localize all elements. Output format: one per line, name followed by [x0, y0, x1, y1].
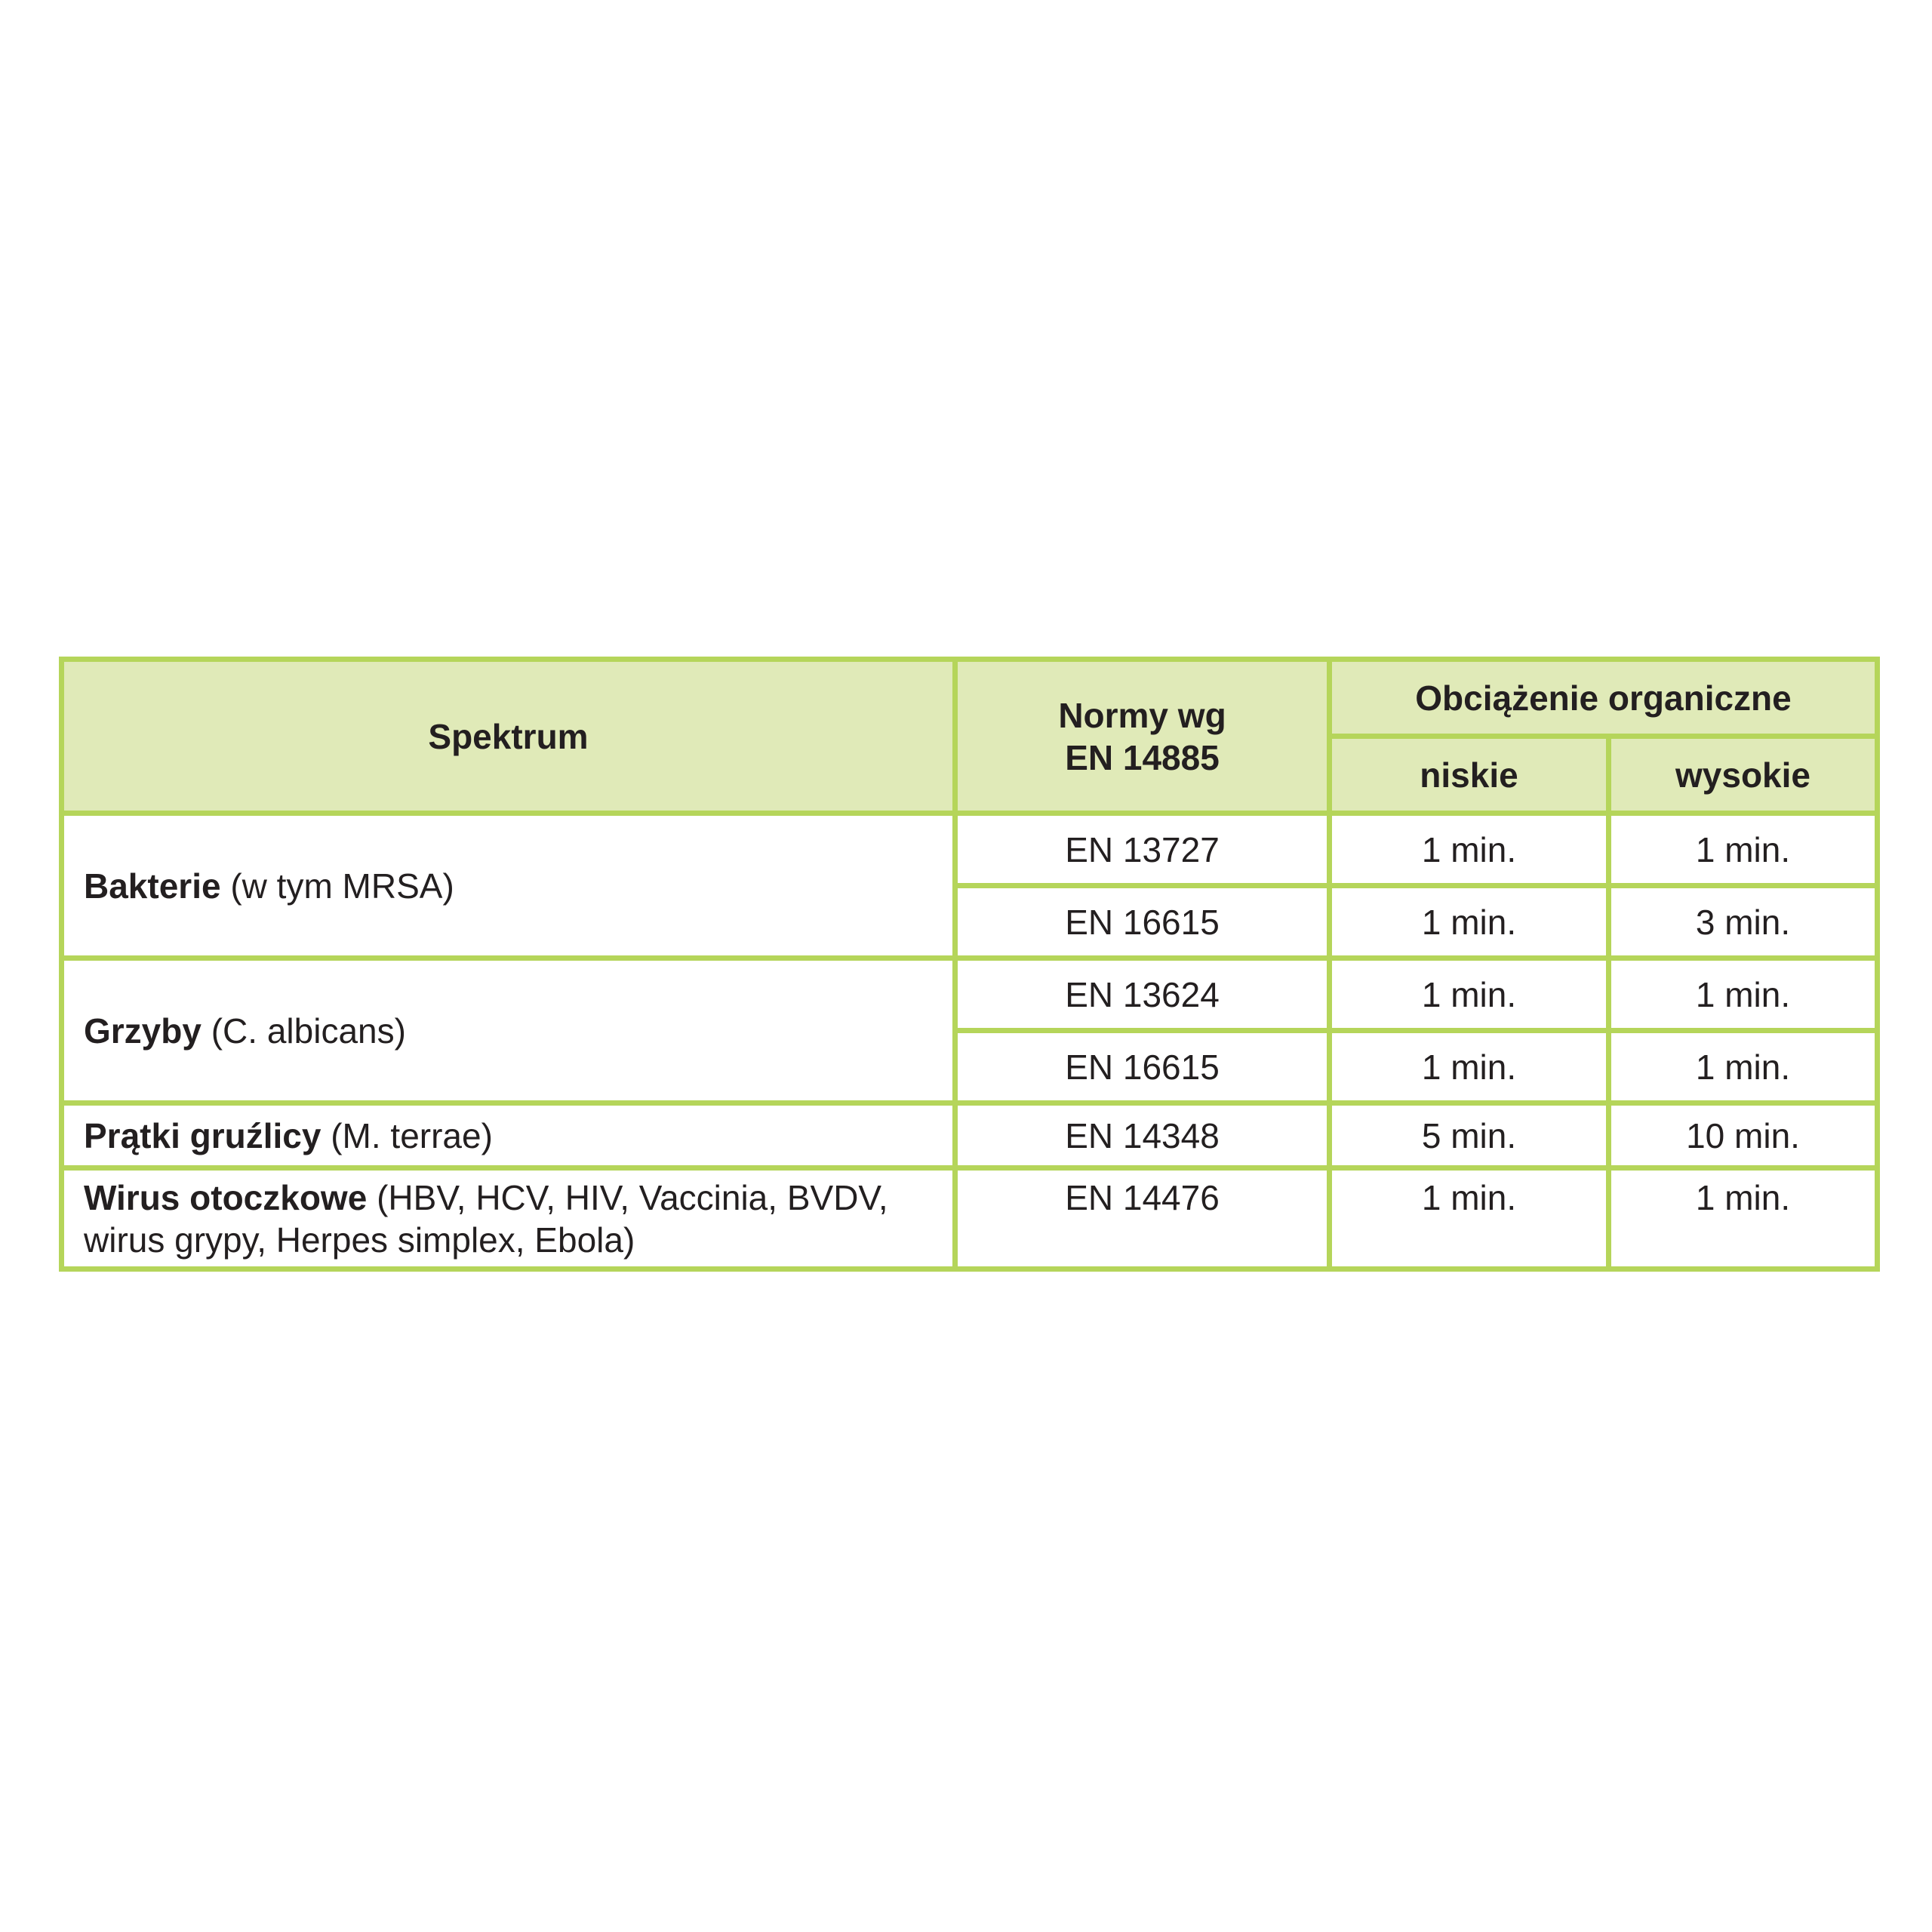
spectrum-detail: (M. terrae) [321, 1115, 493, 1155]
header-normy-line1: Normy wg [1058, 695, 1226, 735]
disinfection-spectrum-table [59, 657, 1880, 1272]
norm-cell: EN 14348 [955, 1103, 1330, 1168]
header-niskie: niskie [1330, 737, 1609, 814]
high-load-cell: 1 min. [1609, 1168, 1878, 1269]
spectrum-cell-wirus [62, 1168, 955, 1269]
spectrum-detail: (C. albicans) [201, 1011, 406, 1051]
table-row [62, 958, 1878, 1031]
header-spektrum: Spektrum [62, 660, 955, 814]
low-load-cell: 5 min. [1330, 1103, 1609, 1168]
header-wysokie: wysokie [1609, 737, 1878, 814]
table-row [62, 814, 1878, 886]
spectrum-cell-bakterie [62, 814, 955, 958]
spectrum-name: Bakterie [84, 866, 221, 906]
high-load-cell: 3 min. [1609, 886, 1878, 958]
low-load-cell: 1 min. [1330, 1168, 1609, 1269]
norm-cell: EN 16615 [955, 886, 1330, 958]
spectrum-name: Wirus otoczkowe [84, 1178, 368, 1217]
spectrum-name: Prątki gruźlicy [84, 1115, 321, 1155]
low-load-cell: 1 min. [1330, 958, 1609, 1031]
norm-cell: EN 13624 [955, 958, 1330, 1031]
spectrum-detail: (HBV, HCV, HIV, Vaccinia, BVDV, wirus grypy, Herpes simplex, Ebola) [84, 1178, 888, 1260]
high-load-cell: 1 min. [1609, 1031, 1878, 1103]
low-load-cell: 1 min. [1330, 886, 1609, 958]
disinfection-spectrum-table-wrapper [59, 657, 1875, 1272]
low-load-cell: 1 min. [1330, 1031, 1609, 1103]
header-normy-line2: EN 14885 [1065, 737, 1220, 777]
high-load-cell: 1 min. [1609, 814, 1878, 886]
norm-cell: EN 16615 [955, 1031, 1330, 1103]
spectrum-name: Grzyby [84, 1011, 202, 1051]
high-load-cell: 1 min. [1609, 958, 1878, 1031]
header-row-top [62, 660, 1878, 737]
header-obciazenie: Obciążenie organiczne [1330, 660, 1878, 737]
spectrum-cell-pratki [62, 1103, 955, 1168]
high-load-cell: 10 min. [1609, 1103, 1878, 1168]
spectrum-cell-grzyby [62, 958, 955, 1103]
norm-cell: EN 14476 [955, 1168, 1330, 1269]
spectrum-detail: (w tym MRSA) [220, 866, 454, 906]
table-row [62, 1103, 1878, 1168]
norm-cell: EN 13727 [955, 814, 1330, 886]
table-row [62, 1168, 1878, 1269]
header-normy [955, 660, 1330, 814]
low-load-cell: 1 min. [1330, 814, 1609, 886]
